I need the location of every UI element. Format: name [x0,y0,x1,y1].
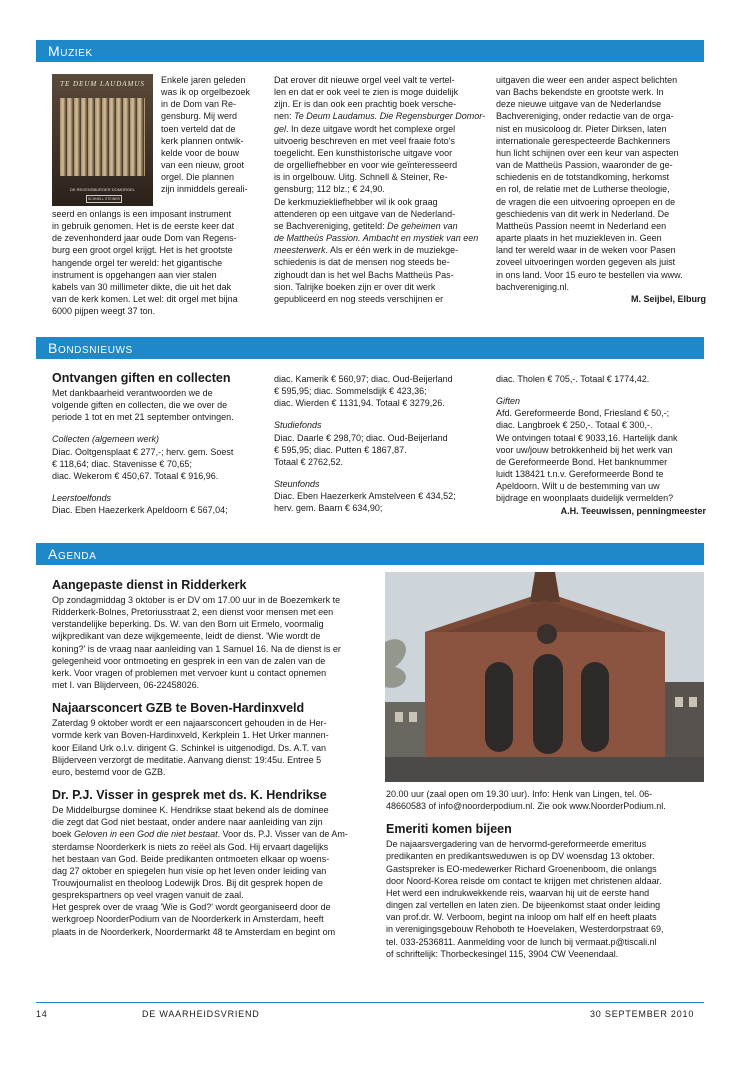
text-line [274,490,486,502]
text-line: wijkpredikant van deze wijkgemeente, leidt de dienst. 'Wie wordt de [52,631,321,642]
section-title: Bondsnieuws [48,340,133,356]
text-line [274,159,486,171]
text-segment: gensburg; 112 blz.; € 24,90. [274,184,385,195]
text-line: aparte plaats in het muziekleven in. Geen [496,233,662,244]
agenda-right-column [386,788,704,960]
issue-date: 30 SEPTEMBER 2010 [590,1009,695,1019]
agenda-heading-3: Dr. P.J. Visser in gesprek met ds. K. Hendrikse [52,788,327,803]
text-line: Bachvereniging, onder redactie van de orga- [496,111,674,122]
text-segment: Diac. Eben Haezerkerk Apeldoorn € 567,04; [52,505,228,516]
text-line [274,385,486,397]
text-line: dingen zal vertellen en laten zien. De bijeenkomst staat onder leiding [386,900,661,911]
text-line: tel. 033-2536811. Aanmelding voor de lunch bij vermaat.p@tiscali.nl [386,936,657,947]
article-author: A.H. Teeuwissen, penningmeester [560,505,706,516]
text-segment: diac. Langbroek € 250,-. Totaal € 300,-. [496,420,653,431]
text-segment: Dat erover dit nieuwe orgel veel valt te vertel- [274,75,455,85]
text-line: koor Eiland Urk o.l.v. dirigent G. Schinkel is uitgenodigd. Ds. A.T. van [52,742,326,753]
text-line: predikanten en predikantsweduwen is op DV woensdag 13 oktober. [386,851,655,862]
text-line [274,397,486,409]
text-segment: gepubliceerd en nog steeds verschijnen er [274,293,444,304]
text-line: met I. van Blijderveen, 06-22458026. [52,680,200,691]
text-line [274,135,486,147]
text-line: internationale gerespecteerde Bachkenners [496,135,671,146]
italic-text: gel [274,123,287,134]
section-title: Muziek [48,43,93,59]
text-segment: zighoudt dan is het wel Bachs Mattheüs Pas- [274,269,454,280]
text-line [496,492,706,504]
text-segment: len en dat er ook veel te zien is moge duidelijk [274,87,459,98]
italic-text: Steunfonds [274,479,320,490]
text-line [274,281,486,293]
text-segment: Diac. Eben Haezerkerk Amstelveen € 434,52; [274,491,456,502]
text-line: van Bachs bekendste en grootste werk. In [496,87,664,98]
text-segment: is in orgelbouw. Uitg. Schnell & Steiner, Re- [274,172,448,183]
spacer [274,468,486,478]
text-line: was ik op orgelbezoek [161,87,251,98]
text-line: hun licht schijnen over een keur van aspecten [496,147,679,158]
text-line [496,373,706,385]
text-line: kerk plannen ontwik- [161,135,244,146]
text-line [274,86,486,98]
book-cover-subtitle: DE REGENSBURGER DOMORGEL [69,187,136,192]
text-line: kabels van 30 millimeter dikte, die uit het dak [52,281,232,292]
text-segment: De kerkmuziekliefhebber wil ik ook graag [274,196,438,207]
text-segment: Diac. Ooltgensplaat € 277,-; herv. gem. Soest [52,446,234,457]
muziek-col1-rest [52,208,264,317]
muziek-col1-wrap [161,74,261,196]
book-cover-image [52,74,153,206]
text-line [52,828,378,840]
text-line: de vragen die een uitvoering oproepen en de [496,196,676,207]
text-line [496,468,706,480]
text-segment: gesprekspartners op veel vragen vanuit de zaal. [52,890,244,901]
text-line: burg een groot orgel krijgt. Het is het grootste [52,245,233,256]
page-number: 14 [36,1009,48,1019]
text-segment: sion. Talrijke boeken zijn er over dit werk [274,281,436,292]
text-line [274,123,486,135]
text-line: in de Dom van Re- [161,99,237,110]
text-line [496,407,706,419]
text-line [274,220,486,232]
agenda-heading-1: Aangepaste dienst in Ridderkerk [52,578,247,592]
text-line: kerk. Voor vragen of problemen met vervoer kunt u contact opnemen [52,667,327,678]
text-line: vormde kerk van Boven-Hardinxveld, Kerkplein 1. Het Urker mannen- [52,730,329,741]
text-line [274,432,486,444]
text-segment: Afd. Gereformeerde Bond, Friesland € 50,-; [496,408,670,419]
text-line [274,256,486,268]
italic-text: De geheimen van [387,220,458,231]
text-line: zoveel uitvoeringen worden gegeven als juist [496,257,676,268]
text-line: Gastspreker is EO-medewerker Richard Groenenboom, die onlangs [386,863,657,874]
agenda-heading-2: Najaarsconcert GZB te Boven-Hardinxveld [52,701,305,716]
text-segment: Totaal € 2762,52. [274,456,344,467]
text-segment: schiedenis is dat de mensen nog steeds be- [274,257,450,268]
text-segment: luidt 138421 t.n.v. Gereformeerde Bond te [496,469,664,480]
section-band-agenda [36,543,704,565]
text-line: de zevenhonderd jaar oude Dom van Regens- [52,233,237,244]
text-line [52,458,264,470]
text-line [274,74,486,86]
text-line [496,456,706,468]
italic-text: Leerstoelfonds [52,493,112,504]
text-line [274,208,486,220]
text-line [274,147,486,159]
italic-text: meesterwerk [274,245,326,256]
text-line [52,446,264,458]
text-segment: uitvoerig beschreven en met veel fraaie foto's [274,135,455,146]
text-line [52,804,378,816]
text-line: De najaarsvergadering van de hervormd-gereformeerde emeritus [386,839,647,850]
text-segment: Met dankbaarheid verantwoorden we de [52,388,213,398]
text-line [52,841,378,853]
text-line: nist en musicoloog dr. Pieter Dirksen, laten [496,123,667,134]
agenda-left-column [52,578,378,938]
italic-text: de Mattheüs Passion. Ambacht en mystiek van een [274,233,479,244]
text-line: geschiedenis van dit werk in Nederland. De [496,208,670,219]
text-segment: Diac. Daarle € 298,70; diac. Oud-Beijerland [274,432,448,443]
text-line: deze nieuwe uitgave van de Nederlandse [496,99,662,110]
text-line [52,433,264,445]
text-line: in verenigingsgebouw Rehoboth te Hoevelaken, Westerdorpstraat 69, [386,924,664,935]
text-line: 6000 pijpen weegt 37 ton. [52,306,156,317]
text-segment: dag 27 oktober en spiegelen hun visie op het leven onder leiding van [52,865,327,876]
text-line [52,504,264,516]
text-line: van een nieuw, groot [161,160,245,171]
church-illustration [385,572,704,782]
text-line: en rol, de relatie met de Lutherse theologie, [496,184,670,195]
italic-text: Studiefonds [274,420,322,431]
text-line [52,411,264,423]
text-line: gensburg. Mij werd [161,111,238,122]
text-line [274,171,486,183]
text-line: euro, bestemd voor de GZB. [52,766,166,777]
text-line [52,853,378,865]
spacer [274,409,486,419]
muziek-col2 [274,74,486,305]
text-segment: We ontvingen totaal € 9033,16. Hartelijk dank [496,432,678,443]
text-line [52,889,378,901]
text-line [52,470,264,482]
text-segment: zijn. Er is dan ook een prachtig boek versche- [274,99,457,110]
section-band-bondsnieuws [36,337,704,359]
text-segment: € 595,95; diac. Sommelsdijk € 423,36; [274,386,427,397]
section-band-muziek [36,40,704,62]
text-line: Op zondagmiddag 3 oktober is er DV om 17.00 uur in de Boezemkerk te [52,595,341,605]
text-segment: sterdamse Noorderkerk is niets zo reëel als God. Hij ervaart dagelijks [52,841,329,852]
text-line [496,444,706,456]
text-segment: € 118,64; diac. Stavenisse € 70,65; [52,458,192,469]
text-segment: Apeldoorn. Wilt u de bestemming van uw [496,481,660,492]
text-line: uitgaven die weer een ander aspect belichten [496,75,678,85]
footer-divider [36,1002,704,1003]
text-line: in ons land. Voor 15 euro te bestellen via www. [496,269,683,280]
text-line [52,387,264,399]
text-segment: € 595,95; diac. Putten € 1867,87. [274,444,407,455]
text-line: hangende orgel ter wereld: het gigantische [52,257,223,268]
text-line: kelde voor de bouw [161,147,240,158]
text-line [274,196,486,208]
text-line [52,399,264,411]
text-line: Enkele jaren geleden [161,75,246,85]
text-segment: werkgroep NoorderPodium van de Noorderkerk in Amsterdam, heeft [52,914,324,925]
text-line: Ridderkerk-Bolnes, Pretoriusstraat 2, een dienst voor mensen met een [52,607,334,618]
text-segment: Trouwjournalist en theoloog Lodewijk Dros. Bij dit gesprek hopen de [52,877,323,888]
bondsnieuws-col3 [496,373,706,517]
italic-text: Collecten (algemeen werk) [52,434,160,445]
text-segment: nen: [274,111,295,122]
text-line: verstandelijke beperking. Ds. W. van den Born uit Ermelo, voormalig [52,619,324,630]
text-segment: periode 1 tot en met 21 september ontvingen. [52,412,234,423]
book-cover-title: TE DEUM LAUDAMUS [60,80,145,88]
text-line [52,865,378,877]
text-line: zijn inmiddels gereali- [161,184,248,195]
text-line: door Noord-Korea reisde om contact te krijgen met christenen aldaar. [386,875,662,886]
text-line [274,293,486,305]
church-photo [385,572,704,782]
article-heading: Ontvangen giften en collecten [52,371,231,385]
text-segment: plaats in de Noorderkerk, Noordermarkt 48 te Amsterdam en begint om [52,926,336,937]
text-segment: se Bachvereniging, getiteld: [274,220,388,231]
article-author: M. Seijbel, Elburg [630,293,706,304]
text-line [274,232,486,244]
text-segment: volgende giften en collecten, die we over de [52,400,228,411]
text-line: instrument is opgehangen aan vier stalen [52,269,217,280]
text-line [274,478,486,490]
text-line [52,492,264,504]
text-line [496,432,706,444]
text-line [274,444,486,456]
section-title: Agenda [48,546,97,562]
text-line [274,373,486,385]
text-line: in gebruik genomen. Het is de eerste keer dat [52,221,235,232]
text-segment: Het gesprek over de vraag 'Wie is God?' wordt georganiseerd door de [52,902,331,913]
text-segment: attenderen op een uitgave van de Nederland- [274,208,456,219]
text-line [274,110,486,122]
spacer [52,423,264,433]
text-line [274,456,486,468]
text-line: Mattheüs Passion neemt in Nederland een [496,220,667,231]
text-segment: . In deze uitgave wordt het complexe orgel [286,123,456,134]
text-segment: herv. gem. Baarn € 634,90; [274,503,383,514]
text-line [274,98,486,110]
magazine-name: DE WAARHEIDSVRIEND [142,1009,260,1019]
italic-text: Te Deum Laudamus. Die Regensburger Domor- [294,111,486,122]
text-line: gelegenheid voor ontmoeting en gesprek in een van de zalen van de [52,655,326,666]
text-segment: bijdrage en woonplaats duidelijk vermelden? [496,493,674,504]
text-segment: diac. Wierden € 1131,94. Totaal € 3279,26. [274,398,445,409]
text-segment: . Voor ds. P.J. Visser van de Am- [217,829,348,840]
bondsnieuws-col1 [52,371,264,516]
text-segment: toegelicht. Een kunsthistorische uitgave voor [274,147,453,158]
text-segment: die zegt dat God niet bestaat, onder andere naar aanleiding van zijn [52,817,323,828]
text-line: van de kerk komen. Let wel: dit orgel met bijna [52,294,238,305]
text-line [274,419,486,431]
text-line [274,244,486,256]
text-segment: voor uw/jouw betrokkenheid bij het werk van [496,444,673,455]
text-segment: diac. Kamerik € 560,97; diac. Oud-Beijerland [274,374,453,384]
text-line: schiedenis en de totstandkoming, herkomst [496,172,670,183]
text-segment: de Gereformeerde Bond. Het banknummer [496,456,668,467]
text-line [496,419,706,431]
text-line [52,901,378,913]
text-line: bachvereniging.nl. [496,281,570,292]
text-line: Het werd een indrukwekkende reis, waarvan hij uit de eerste hand [386,887,650,898]
text-line: of schriftelijk: Thorbeckesingel 115, 3904 CW Veenendaal. [386,948,619,959]
text-line: van prof.dr. W. Verboom, begint na inloop om half elf en heeft plaats [386,912,657,923]
italic-text: Geloven in een God die niet bestaat [74,829,218,840]
text-line: koning?' is de vraag naar aanleiding van 1 Samuel 16. Na de dienst is er [52,643,341,654]
text-line [52,816,378,828]
text-line: toen verteld dat de [161,123,236,134]
spacer [496,385,706,395]
text-line: Blijderveen verzorgt de meditatie. Aanvang dienst: 19:45u. Entree 5 [52,754,322,765]
text-line [274,183,486,195]
agenda-heading-4: Emeriti komen bijeen [386,822,512,837]
text-line [52,877,378,889]
book-cover-label: SCHNELL STEINER [87,197,121,201]
text-line [52,926,378,938]
text-line [274,269,486,281]
text-line: Zaterdag 9 oktober wordt er een najaarsconcert gehouden in de Her- [52,718,327,729]
text-segment: De Middelburgse dominee K. Hendrikse staat bekend als de dominee [52,805,329,816]
text-segment: . Als er één werk in de muziekge- [325,245,459,256]
text-line: van de Mattheüs Passion, waaronder de ge- [496,160,673,171]
text-line: 20.00 uur (zaal open om 19.30 uur). Info: Henk van Lingen, tel. 06- [386,789,653,799]
text-segment: het bestaan van God. Beide predikanten ontmoeten elkaar op woens- [52,853,330,864]
text-segment: boek [52,829,75,840]
text-segment: diac. Wekerom € 450,67. Totaal € 916,96. [52,470,219,481]
text-line: seerd en onlangs is een imposant instrument [52,209,232,219]
text-segment: diac. Tholen € 705,-. Totaal € 1774,42. [496,374,650,384]
bondsnieuws-col2 [274,373,486,515]
spacer [52,482,264,492]
text-line: land ter wereld waar in de weken voor Pasen [496,245,676,256]
text-segment: de orgelliefhebber en voor wie geïnteresseerd [274,160,458,171]
text-line [52,913,378,925]
text-line [496,480,706,492]
text-line: 48660583 of info@noorderpodium.nl. Zie ook www.NoorderPodium.nl. [386,801,666,812]
italic-text: Giften [496,396,521,407]
muziek-col3 [496,74,706,305]
text-line: orgel. Die plannen [161,172,235,183]
text-line [274,502,486,514]
text-line [496,395,706,407]
